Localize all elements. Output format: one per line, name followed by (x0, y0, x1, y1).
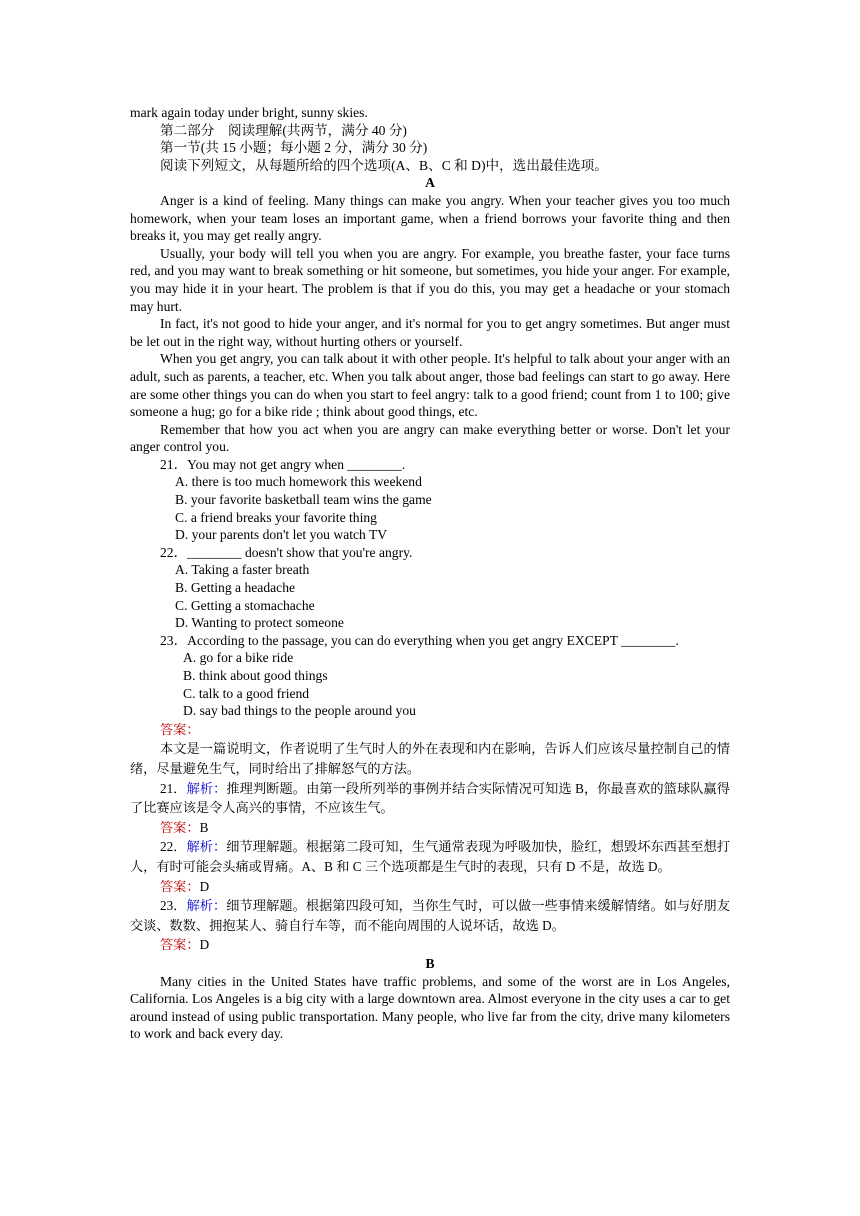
section-heading: 第一节(共 15 小题；每小题 2 分，满分 30 分) (160, 140, 428, 156)
explanation-text: 细节理解题。根据第四段可知，当你生气时，可以做一些事情来缓解情绪。如与好朋友交谈、数数、拥抱某人、骑自行车等，而不能向周围的人说坏话，故选 D。 (130, 898, 731, 933)
option-c: C. a friend breaks your favorite thing (175, 509, 377, 525)
option-b: B. think about good things (183, 668, 328, 683)
answer-value: D (199, 878, 210, 894)
passage-a-paragraph-5: Remember that how you act when you are angry can make everything better or worse. Don't let your anger control you. (130, 421, 730, 455)
answer-label: 答案： (160, 721, 200, 737)
question-21 (130, 456, 730, 544)
question-stem: 22．________ doesn't show that you're angry. (160, 544, 413, 560)
option-c: C. Getting a stomachache (175, 597, 315, 613)
answer-summary: 本文是一篇说明文，作者说明了生气时人的外在表现和内在影响，告诉人们应该尽量控制自己的情绪，尽量避免生气，同时给出了排解怒气的方法。 (130, 741, 730, 776)
question-22 (130, 544, 730, 632)
answer-label: 答案： (160, 819, 200, 835)
explanation-number: 21． (160, 780, 187, 796)
option-b: B. your favorite basketball team wins the game (175, 492, 432, 508)
continuation-line: mark again today under bright, sunny skies. (130, 105, 368, 120)
explanation-23 (130, 896, 730, 935)
option-d: D. your parents don't let you watch TV (175, 527, 388, 543)
explanation-text: 细节理解题。根据第二段可知，生气通常表现为呼吸加快，脸红，想毁坏东西甚至想打人，有时可能会头痛或胃痛。A、B 和 C 三个选项都是生气时的表现，只有 D 不是，故选 D。 (130, 839, 731, 874)
option-a: A. go for a bike ride (183, 650, 294, 666)
question-stem: 21．You may not get angry when ________. (160, 456, 406, 472)
question-23 (130, 632, 730, 720)
answer-value: D (199, 937, 210, 953)
document-page (130, 104, 730, 1043)
instruction: 阅读下列短文，从每题所给的四个选项(A、B、C 和 D)中，选出最佳选项。 (160, 157, 608, 173)
passage-a-paragraph-4: When you get angry, you can talk about it with other people. It's helpful to talk about your anger with an adult, such as parents, a teacher, etc. When you talk about anger, those bad feelings can start to go away. Here are some other things you can do when you start to feel angry: talk to a good friend; count from 1 to 100; give someone a hug; go for a bike ride ; think about good things, etc. (130, 351, 730, 420)
option-b: B. Getting a headache (175, 580, 296, 596)
answer-21 (130, 818, 730, 838)
explanation-label: 解析： (186, 898, 227, 914)
explanation-label: 解析： (186, 839, 227, 855)
answer-label: 答案： (160, 878, 200, 894)
explanation-22 (130, 837, 730, 876)
answer-22 (130, 877, 730, 897)
passage-b-title: B (425, 955, 435, 971)
option-a: A. there is too much homework this weekend (175, 474, 422, 490)
option-d: D. Wanting to protect someone (175, 615, 344, 631)
explanation-text: 推理判断题。由第一段所列举的事例并结合实际情况可知选 B，你最喜欢的篮球队赢得了比赛应该是令人高兴的事情，不应该生气。 (130, 780, 730, 816)
answer-23 (130, 935, 730, 955)
passage-b-paragraph-1: Many cities in the United States have traffic problems, and some of the worst are in Los Angeles, California. Los Angeles is a big city with a large downtown area. Almost everyone in the city uses a car to get around instead of using public transportation. Many people, who live far from the city, drive many kilometers to work and back every day. (130, 973, 730, 1042)
explanation-21 (130, 779, 730, 818)
passage-a-paragraph-1: Anger is a kind of feeling. Many things can make you angry. When your teacher gives you too much homework, when your team loses an important game, when a friend borrows your favorite thing and then breaks it, you may get really angry. (130, 192, 730, 244)
option-d: D. say bad things to the people around you (183, 703, 416, 719)
answer-value: B (199, 819, 209, 835)
passage-a-title: A (425, 175, 435, 191)
question-stem: 23．According to the passage, you can do everything when you get angry EXCEPT ________. (160, 632, 679, 648)
answer-label: 答案： (160, 937, 200, 953)
option-c: C. talk to a good friend (183, 685, 310, 701)
passage-a-paragraph-3: In fact, it's not good to hide your anger, and it's normal for you to get angry sometimes. But anger must be let out in the right way, without hurting others or yourself. (130, 316, 730, 349)
answer-section (130, 720, 730, 955)
explanation-label: 解析： (186, 780, 227, 796)
option-a: A. Taking a faster breath (175, 562, 310, 578)
answer-heading (130, 720, 730, 740)
explanation-number: 23． (160, 898, 187, 914)
part-heading: 第二部分 阅读理解(共两节，满分 40 分) (160, 122, 407, 138)
explanation-number: 22． (160, 839, 187, 855)
passage-a-paragraph-2: Usually, your body will tell you when you are angry. For example, you breathe faster, your face turns red, and you may want to break something or hit someone, but sometimes, you hide your anger. For example, you may hide it in your heart. The problem is that if you do this, you may get a headache or your stomach may hurt. (130, 245, 730, 314)
